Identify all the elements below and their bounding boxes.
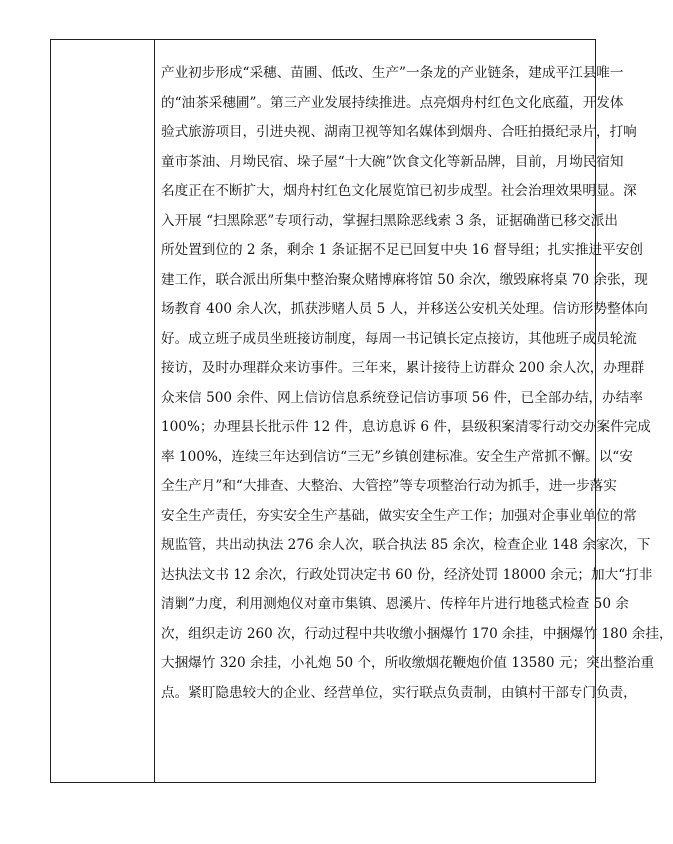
text-line: 接访，及时办理群众来访事件。三年来，累计接待上访群众 200 余人次，办理群 bbox=[161, 360, 645, 376]
text-line: 安全生产责任，夯实安全生产基础，做实安全生产工作；加强对企事业单位的常 bbox=[161, 507, 637, 524]
text-line: 的“油茶采穗圃”。第三产业发展持续推进。点亮烟舟村红色文化底蕴，开发体 bbox=[161, 94, 624, 111]
document-table bbox=[50, 39, 673, 783]
text-line: 好。成立班子成员坐班接访制度，每周一书记镇长定点接访，其他班子成员轮流 bbox=[161, 330, 637, 347]
table-content-cell bbox=[155, 40, 673, 782]
text-line: 场教育 400 余人次，抓获涉赌人员 5 人，并移送公安机关处理。信访形势整体向 bbox=[161, 301, 648, 317]
text-line: 建工作，联合派出所集中整治聚众赌博麻将馆 50 余次，缴毁麻将桌 70 余张，现 bbox=[161, 271, 648, 288]
text-line: 众来信 500 余件、网上信访信息系统登记信访事项 56 件，已全部办结，办结率 bbox=[161, 389, 643, 406]
text-line: 所处置到位的 2 条，剩余 1 条证据不足已回复中央 16 督导组；扎实推进平安创 bbox=[161, 242, 643, 258]
text-line: 名度正在不断扩大，烟舟村红色文化展览馆已初步成型。社会治理效果明显。深 bbox=[161, 183, 637, 199]
text-line: 验式旅游项目，引进央视、湖南卫视等知名媒体到烟舟、合旺拍摄纪录片，打响 bbox=[161, 124, 637, 140]
text-line: 全生产月”和“大排查、大整治、大管控”等专项整治行动为抓手，进一步落实 bbox=[161, 478, 617, 494]
text-line: 规监管，共出动执法 276 余人次，联合执法 85 余次，检查企业 148 余家次，下 bbox=[161, 537, 651, 553]
text-line: 次，组织走访 260 次，行动过程中共收缴小捆爆竹 170 余挂，中捆爆竹 180 余挂， bbox=[161, 625, 673, 642]
text-line: 点。紧盯隐患较大的企业、经营单位，实行联点负责制，由镇村干部专门负责， bbox=[161, 684, 637, 701]
text-line: 童市茶油、月坳民宿、垛子屋“十大碗”饮食文化等新品牌，目前，月坳民宿知 bbox=[161, 153, 624, 170]
text-line: 入开展 “扫黑除恶”专项行动，掌握扫黑除恶线索 3 条，证据确凿已移交派出 bbox=[161, 212, 618, 229]
table-label-cell bbox=[51, 40, 155, 782]
text-line: 100%；办理县长批示件 12 件，息访息诉 6 件，县级积案清零行动交办案件完成 bbox=[161, 419, 651, 435]
text-line: 清剿”力度，利用测炮仪对童市集镇、恩溪片、传梓年片进行地毯式检查 50 余 bbox=[161, 596, 629, 612]
text-line: 大捆爆竹 320 余挂，小礼炮 50 个，所收缴烟花鞭炮价值 13580 元；突出整治重 bbox=[161, 655, 655, 671]
text-line: 达执法文书 12 余次，行政处罚决定书 60 份，经济处罚 18000 余元；加大“打非 bbox=[161, 566, 653, 583]
text-line: 率 100%，连续三年达到信访“三无”乡镇创建标准。安全生产常抓不懈。以“安 bbox=[161, 448, 633, 465]
text-line: 产业初步形成“采穗、苗圃、低改、生产”一条龙的产业链条，建成平江县唯一 bbox=[161, 65, 624, 81]
